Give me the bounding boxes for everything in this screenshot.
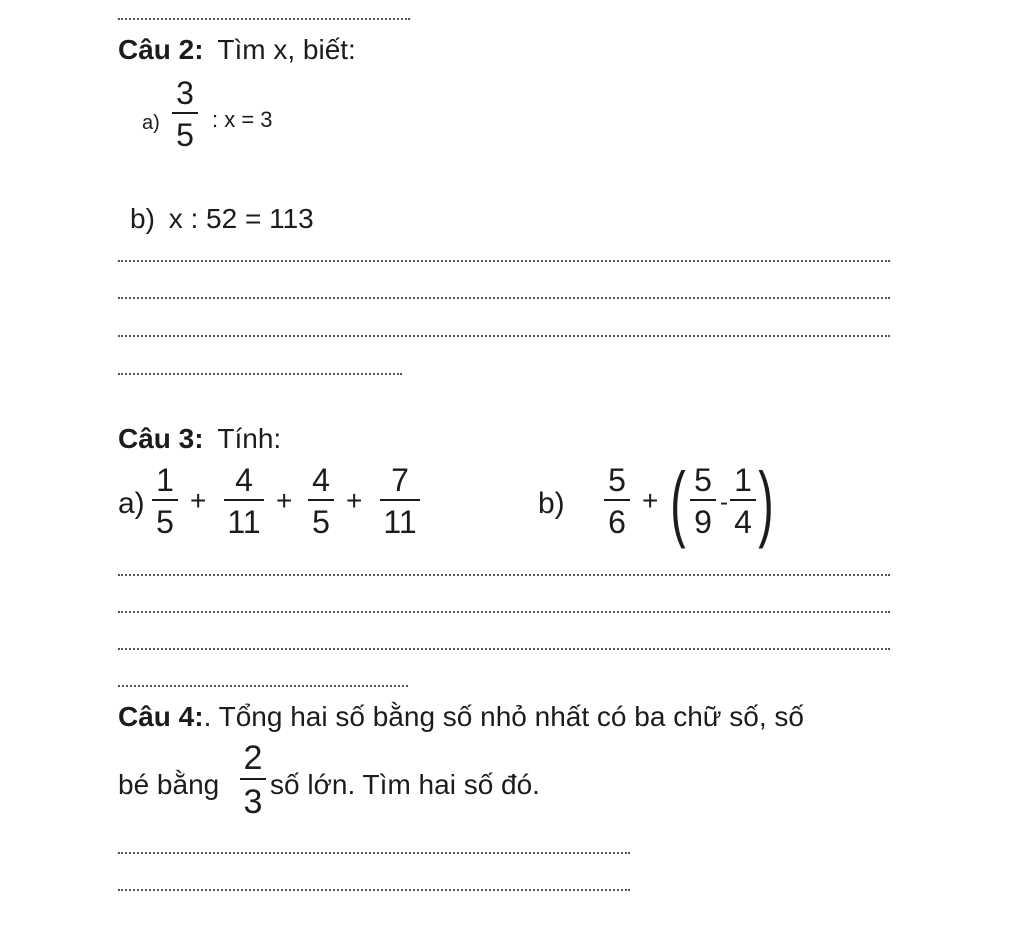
fraction-numerator: 5: [694, 462, 712, 498]
fraction-denominator: 5: [176, 117, 194, 153]
fraction-denominator: 5: [312, 504, 330, 540]
answer-line: [118, 18, 410, 20]
question-2-heading: [118, 36, 356, 64]
question-3-text: Tính:: [217, 423, 282, 454]
fraction-denominator: 11: [227, 504, 261, 540]
question-3-heading: [118, 425, 281, 453]
answer-line: [118, 574, 890, 576]
fraction-denominator: 6: [608, 504, 626, 540]
fraction-bar: [730, 499, 756, 501]
question-2-label: Câu 2:: [118, 34, 204, 65]
fraction-bar: [308, 499, 334, 501]
answer-line: [118, 852, 630, 854]
q3b-fraction-1: [602, 463, 632, 541]
question-2-text: Tìm x, biết:: [217, 34, 356, 65]
fraction-numerator: 5: [608, 462, 626, 498]
plus-sign: +: [642, 485, 659, 516]
fraction-numerator: 4: [312, 462, 330, 498]
fraction-denominator: 3: [243, 783, 263, 821]
fraction-bar: [690, 499, 716, 501]
q3a-label: a): [118, 487, 145, 520]
q3a-fraction-1: [150, 463, 180, 541]
question-4-line-2-start: bé bằng: [118, 769, 220, 800]
fraction-numerator: 2: [243, 739, 263, 777]
close-parenthesis: ): [758, 455, 774, 549]
q4-fraction: [238, 740, 268, 822]
answer-line: [118, 260, 890, 262]
fraction-denominator: 5: [156, 504, 174, 540]
answer-line: [118, 611, 890, 613]
plus-sign: +: [276, 485, 293, 516]
q2b-expression: [130, 205, 314, 233]
fraction-bar: [380, 499, 420, 501]
fraction-numerator: 7: [391, 462, 409, 498]
q2a-fraction: [170, 76, 200, 154]
plus-sign: +: [190, 485, 207, 516]
answer-line: [118, 373, 402, 375]
q3a-fraction-2: [222, 463, 266, 541]
answer-line: [118, 889, 630, 891]
q3b-label: b): [538, 487, 565, 520]
minus-sign: -: [720, 489, 728, 516]
fraction-bar: [604, 499, 630, 501]
q3a-fraction-3: [306, 463, 336, 541]
fraction-denominator: 9: [694, 504, 712, 540]
fraction-bar: [152, 499, 178, 501]
q2a-label: a): [142, 112, 160, 134]
fraction-denominator: 4: [734, 504, 752, 540]
fraction-numerator: 3: [176, 75, 194, 111]
fraction-numerator: 4: [235, 462, 253, 498]
answer-line: [118, 335, 890, 337]
question-3-label: Câu 3:: [118, 423, 204, 454]
q3b-fraction-2: [688, 463, 718, 541]
fraction-denominator: 11: [383, 504, 417, 540]
question-4-label: Câu 4:: [118, 701, 204, 732]
answer-line: [118, 297, 890, 299]
answer-line: [118, 685, 408, 687]
fraction-numerator: 1: [734, 462, 752, 498]
q3a-fraction-4: [378, 463, 422, 541]
plus-sign: +: [346, 485, 363, 516]
question-4-line-1: [118, 703, 804, 731]
open-parenthesis: (: [670, 455, 686, 549]
q3b-fraction-3: [728, 463, 758, 541]
fraction-bar: [224, 499, 264, 501]
question-4-text: . Tổng hai số bằng số nhỏ nhất có ba chữ số, số: [203, 701, 804, 732]
fraction-bar: [172, 112, 198, 114]
fraction-bar: [240, 778, 266, 780]
answer-line: [118, 648, 890, 650]
q2a-rest: : x = 3: [212, 107, 273, 132]
q2b-label: b): [130, 203, 155, 234]
fraction-numerator: 1: [156, 462, 174, 498]
q2b-expr: x : 52 = 113: [168, 203, 314, 234]
question-4-line-2-end: số lớn. Tìm hai số đó.: [270, 769, 540, 800]
